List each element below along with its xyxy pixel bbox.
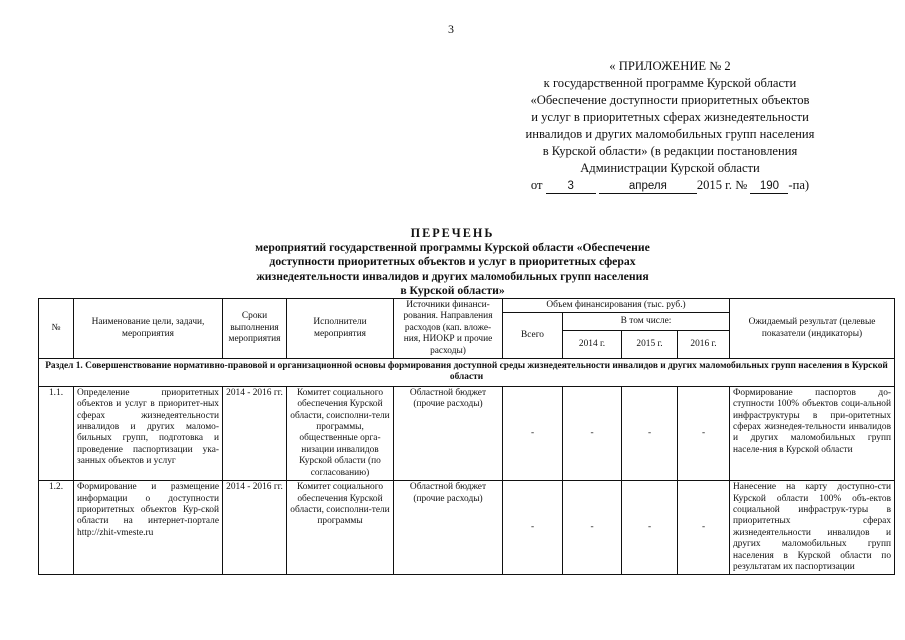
decree-number: 190 [750, 180, 788, 194]
appendix-block [455, 58, 885, 194]
document-heading [0, 226, 905, 299]
row-2015: - [622, 481, 678, 575]
appendix-line: « ПРИЛОЖЕНИЕ № 2 [609, 59, 731, 73]
page-number: 3 [448, 22, 454, 36]
row-result: Формирование паспортов до-ступности 100% объектов соци-альной инфраструктуры в при-оритетных сферах жизнедея-тельности инвалидов и других маломобильных групп населе-ния в Курской области [730, 386, 895, 480]
row-total: - [503, 481, 563, 575]
table-row [39, 481, 895, 575]
row-num: 1.1. [39, 386, 74, 480]
row-2016: - [678, 386, 730, 480]
row-2014: - [563, 386, 622, 480]
appendix-line: в Курской области» (в редакции постановления [542, 144, 798, 158]
header-volume: Объем финансирования (тыс. руб.) [503, 299, 730, 313]
section-row [39, 359, 895, 387]
row-executors: Комитет социального обеспечения Курской области, соисполни-тели программы [287, 481, 394, 575]
appendix-line: Администрации Курской области [580, 161, 760, 175]
row-result: Нанесение на карту доступно-сти Курской области 100% объ-ектов социальной инфраструк-туры в приоритетных сферах жизнедеятельности инвалидов и других маломобильных групп населения в Курской области по результатам их паспортизации [730, 481, 895, 575]
row-name: Определение приоритетных объектов и услуг в приоритет-ных сферах жизнедеятельности инвалидов и других маломо-бильных групп, подготовка и проведение паспортизации ука-занных объектов и услуг [74, 386, 223, 480]
header-2016: 2016 г. [678, 331, 730, 359]
row-total: - [503, 386, 563, 480]
row-name: Формирование и размещение информации о доступности приоритетных объектов Кур-ской области на интернет-портале http://zhit-vmeste.ru [74, 481, 223, 575]
heading-line: жизнедеятельности инвалидов и других маломобильных групп населения [256, 269, 649, 283]
heading-line: мероприятий государственной программы Курской области «Обеспечение [255, 240, 650, 254]
appendix-line: инвалидов и других маломобильных групп населения [525, 127, 815, 141]
heading-line: доступности приоритетных объектов и услуг в приоритетных сферах [269, 255, 636, 268]
header-executors: Исполнители мероприятия [287, 299, 394, 359]
heading-line: в Курской области» [400, 284, 505, 297]
row-sources: Областной бюджет (прочие расходы) [394, 481, 503, 575]
header-sources: Источники финанси-рования. Направления расходов (кап. вложе-ния, НИОКР и прочие расходы) [394, 299, 503, 359]
row-2015: - [622, 386, 678, 480]
table-row [39, 386, 895, 480]
row-terms: 2014 - 2016 гг. [223, 386, 287, 480]
appendix-date-line [455, 177, 885, 194]
appendix-line: и услуг в приоритетных сферах жизнедеятельности [531, 110, 809, 124]
appendix-line: к государственной программе Курской области [543, 76, 797, 90]
header-total: Всего [503, 313, 563, 359]
header-num: № [39, 299, 74, 359]
row-sources: Областной бюджет (прочие расходы) [394, 386, 503, 480]
header-2015: 2015 г. [622, 331, 678, 359]
heading-title: ПЕРЕЧЕНЬ [410, 226, 495, 240]
date-day: 3 [546, 180, 596, 194]
date-month: апреля [599, 180, 697, 194]
header-incl: В том числе: [563, 313, 730, 331]
table-header-row [39, 299, 895, 313]
header-name: Наименование цели, задачи, мероприятия [74, 299, 223, 359]
date-prefix: от [530, 178, 543, 192]
row-2016: - [678, 481, 730, 575]
section-title: Раздел 1. Совершенствование нормативно-правовой и организационной основы формирования доступной среды жизнедеятельности инвалидов и других маломобильных групп населения в Курской области [39, 359, 895, 387]
row-2014: - [563, 481, 622, 575]
row-executors: Комитет социального обеспечения Курской области, соисполни-тели программы, общественные орга-низации инвалидов Курской области (по согласованию) [287, 386, 394, 480]
header-result: Ожидаемый результат (целевые показатели (индикаторы) [730, 299, 895, 359]
number-sign: № [735, 178, 748, 192]
date-suffix: -па) [788, 178, 810, 192]
row-num: 1.2. [39, 481, 74, 575]
header-terms: Сроки выполнения мероприятия [223, 299, 287, 359]
date-year: 2015 г. [696, 178, 733, 192]
appendix-line: «Обеспечение доступности приоритетных объектов [530, 93, 810, 107]
header-2014: 2014 г. [563, 331, 622, 359]
measures-table [38, 298, 895, 575]
row-terms: 2014 - 2016 гг. [223, 481, 287, 575]
